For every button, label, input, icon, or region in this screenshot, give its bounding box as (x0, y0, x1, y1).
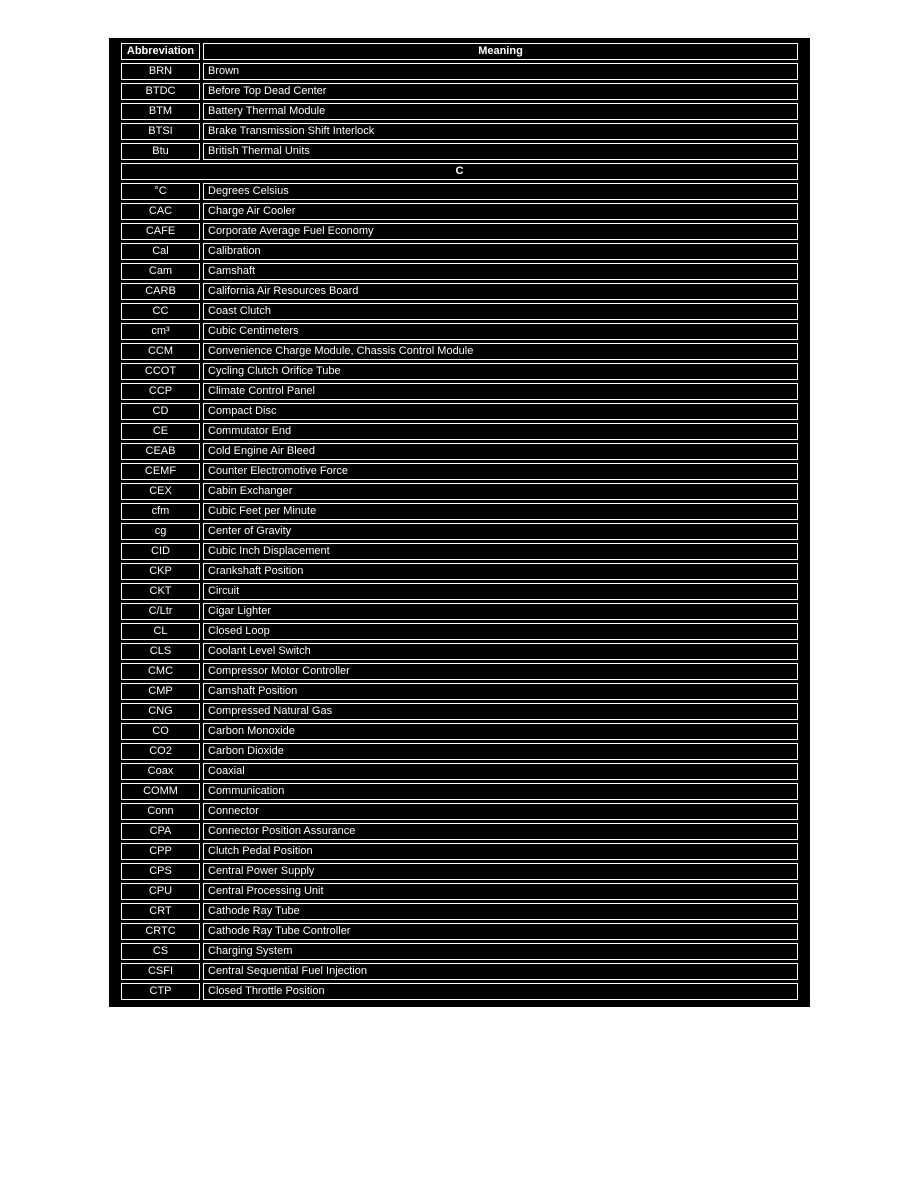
table-row (121, 723, 798, 740)
table-row (121, 603, 798, 620)
abbreviation-cell: CL (121, 623, 200, 640)
meaning-cell: Charge Air Cooler (203, 203, 798, 220)
table-row (121, 263, 798, 280)
meaning-cell: Connector (203, 803, 798, 820)
table-row (121, 983, 798, 1000)
table-row (121, 403, 798, 420)
meaning-cell: Corporate Average Fuel Economy (203, 223, 798, 240)
meaning-cell: Climate Control Panel (203, 383, 798, 400)
meaning-cell: Convenience Charge Module, Chassis Control Module (203, 343, 798, 360)
table-row (121, 583, 798, 600)
abbreviation-cell: CO (121, 723, 200, 740)
abbreviation-cell: Conn (121, 803, 200, 820)
abbreviation-cell: CMP (121, 683, 200, 700)
table-row (121, 763, 798, 780)
meaning-cell: Circuit (203, 583, 798, 600)
meaning-cell: Coolant Level Switch (203, 643, 798, 660)
table-row (121, 663, 798, 680)
abbreviation-cell: CMC (121, 663, 200, 680)
table-row (121, 683, 798, 700)
abbreviation-cell: CKT (121, 583, 200, 600)
meaning-cell: Before Top Dead Center (203, 83, 798, 100)
abbreviation-cell: CEX (121, 483, 200, 500)
meaning-cell: British Thermal Units (203, 143, 798, 160)
abbreviation-cell: Cam (121, 263, 200, 280)
meaning-cell: Cubic Inch Displacement (203, 543, 798, 560)
table-row (121, 943, 798, 960)
abbreviation-cell: CTP (121, 983, 200, 1000)
meaning-cell: Coaxial (203, 763, 798, 780)
abbreviation-cell: BTDC (121, 83, 200, 100)
table-row (121, 223, 798, 240)
abbreviation-cell: CEAB (121, 443, 200, 460)
table-body (121, 63, 798, 1000)
table-row (121, 183, 798, 200)
table-row (121, 883, 798, 900)
meaning-cell: Battery Thermal Module (203, 103, 798, 120)
table-row (121, 743, 798, 760)
meaning-cell: Connector Position Assurance (203, 823, 798, 840)
meaning-cell: Camshaft (203, 263, 798, 280)
meaning-cell: Cubic Feet per Minute (203, 503, 798, 520)
abbreviation-cell: CO2 (121, 743, 200, 760)
abbreviation-cell: BRN (121, 63, 200, 80)
table-row (121, 423, 798, 440)
meaning-cell: Cigar Lighter (203, 603, 798, 620)
abbreviation-cell: Coax (121, 763, 200, 780)
abbreviation-cell: CS (121, 943, 200, 960)
abbreviation-cell: COMM (121, 783, 200, 800)
meaning-cell: Compressor Motor Controller (203, 663, 798, 680)
table-row (121, 83, 798, 100)
meaning-cell: Central Power Supply (203, 863, 798, 880)
abbreviation-cell: CD (121, 403, 200, 420)
abbreviation-cell: CCOT (121, 363, 200, 380)
table-row (121, 503, 798, 520)
meaning-cell: Brake Transmission Shift Interlock (203, 123, 798, 140)
abbreviation-cell: CRTC (121, 923, 200, 940)
table-row (121, 823, 798, 840)
meaning-cell: Central Sequential Fuel Injection (203, 963, 798, 980)
abbreviation-cell: CSFI (121, 963, 200, 980)
meaning-cell: Carbon Monoxide (203, 723, 798, 740)
meaning-cell: California Air Resources Board (203, 283, 798, 300)
meaning-cell: Carbon Dioxide (203, 743, 798, 760)
meaning-cell: Crankshaft Position (203, 563, 798, 580)
abbreviation-table-grid (118, 40, 801, 1003)
abbreviation-cell: cg (121, 523, 200, 540)
section-letter: C (121, 163, 798, 180)
column-header-abbreviation: Abbreviation (121, 43, 200, 60)
abbreviation-cell: CC (121, 303, 200, 320)
meaning-cell: Counter Electromotive Force (203, 463, 798, 480)
table-row (121, 783, 798, 800)
table-row (121, 283, 798, 300)
abbreviation-cell: CNG (121, 703, 200, 720)
abbreviation-cell: CPS (121, 863, 200, 880)
meaning-cell: Camshaft Position (203, 683, 798, 700)
meaning-cell: Coast Clutch (203, 303, 798, 320)
meaning-cell: Charging System (203, 943, 798, 960)
table-row (121, 63, 798, 80)
abbreviation-cell: CEMF (121, 463, 200, 480)
meaning-cell: Cabin Exchanger (203, 483, 798, 500)
table-row (121, 703, 798, 720)
abbreviation-glossary-table (109, 38, 810, 1007)
abbreviation-cell: CAC (121, 203, 200, 220)
meaning-cell: Communication (203, 783, 798, 800)
abbreviation-cell: cm³ (121, 323, 200, 340)
abbreviation-cell: CPP (121, 843, 200, 860)
table-row (121, 103, 798, 120)
table-row (121, 463, 798, 480)
meaning-cell: Cathode Ray Tube Controller (203, 923, 798, 940)
abbreviation-cell: CCP (121, 383, 200, 400)
meaning-cell: Compact Disc (203, 403, 798, 420)
table-row (121, 623, 798, 640)
meaning-cell: Commutator End (203, 423, 798, 440)
column-header-meaning: Meaning (203, 43, 798, 60)
abbreviation-cell: CCM (121, 343, 200, 360)
table-row (121, 343, 798, 360)
abbreviation-cell: C/Ltr (121, 603, 200, 620)
abbreviation-cell: CLS (121, 643, 200, 660)
abbreviation-cell: CPU (121, 883, 200, 900)
meaning-cell: Closed Loop (203, 623, 798, 640)
meaning-cell: Calibration (203, 243, 798, 260)
abbreviation-cell: CARB (121, 283, 200, 300)
table-row (121, 963, 798, 980)
table-row (121, 523, 798, 540)
table-row (121, 903, 798, 920)
table-row (121, 123, 798, 140)
table-row (121, 243, 798, 260)
abbreviation-cell: °C (121, 183, 200, 200)
abbreviation-cell: BTSI (121, 123, 200, 140)
table-header-row (121, 43, 798, 60)
table-row (121, 143, 798, 160)
table-row (121, 323, 798, 340)
table-row (121, 923, 798, 940)
abbreviation-cell: CRT (121, 903, 200, 920)
meaning-cell: Compressed Natural Gas (203, 703, 798, 720)
meaning-cell: Clutch Pedal Position (203, 843, 798, 860)
abbreviation-cell: cfm (121, 503, 200, 520)
abbreviation-cell: CKP (121, 563, 200, 580)
table-row (121, 483, 798, 500)
meaning-cell: Degrees Celsius (203, 183, 798, 200)
table-row (121, 383, 798, 400)
table-row (121, 563, 798, 580)
table-row (121, 863, 798, 880)
meaning-cell: Cycling Clutch Orifice Tube (203, 363, 798, 380)
meaning-cell: Cathode Ray Tube (203, 903, 798, 920)
abbreviation-cell: Btu (121, 143, 200, 160)
meaning-cell: Cold Engine Air Bleed (203, 443, 798, 460)
abbreviation-cell: Cal (121, 243, 200, 260)
abbreviation-cell: CAFE (121, 223, 200, 240)
table-row (121, 303, 798, 320)
abbreviation-cell: BTM (121, 103, 200, 120)
meaning-cell: Closed Throttle Position (203, 983, 798, 1000)
meaning-cell: Center of Gravity (203, 523, 798, 540)
table-row (121, 803, 798, 820)
table-row (121, 363, 798, 380)
meaning-cell: Brown (203, 63, 798, 80)
table-row (121, 843, 798, 860)
section-header-row (121, 163, 798, 180)
table-row (121, 643, 798, 660)
abbreviation-cell: CID (121, 543, 200, 560)
abbreviation-cell: CPA (121, 823, 200, 840)
meaning-cell: Cubic Centimeters (203, 323, 798, 340)
table-row (121, 543, 798, 560)
abbreviation-cell: CE (121, 423, 200, 440)
meaning-cell: Central Processing Unit (203, 883, 798, 900)
table-row (121, 203, 798, 220)
table-row (121, 443, 798, 460)
